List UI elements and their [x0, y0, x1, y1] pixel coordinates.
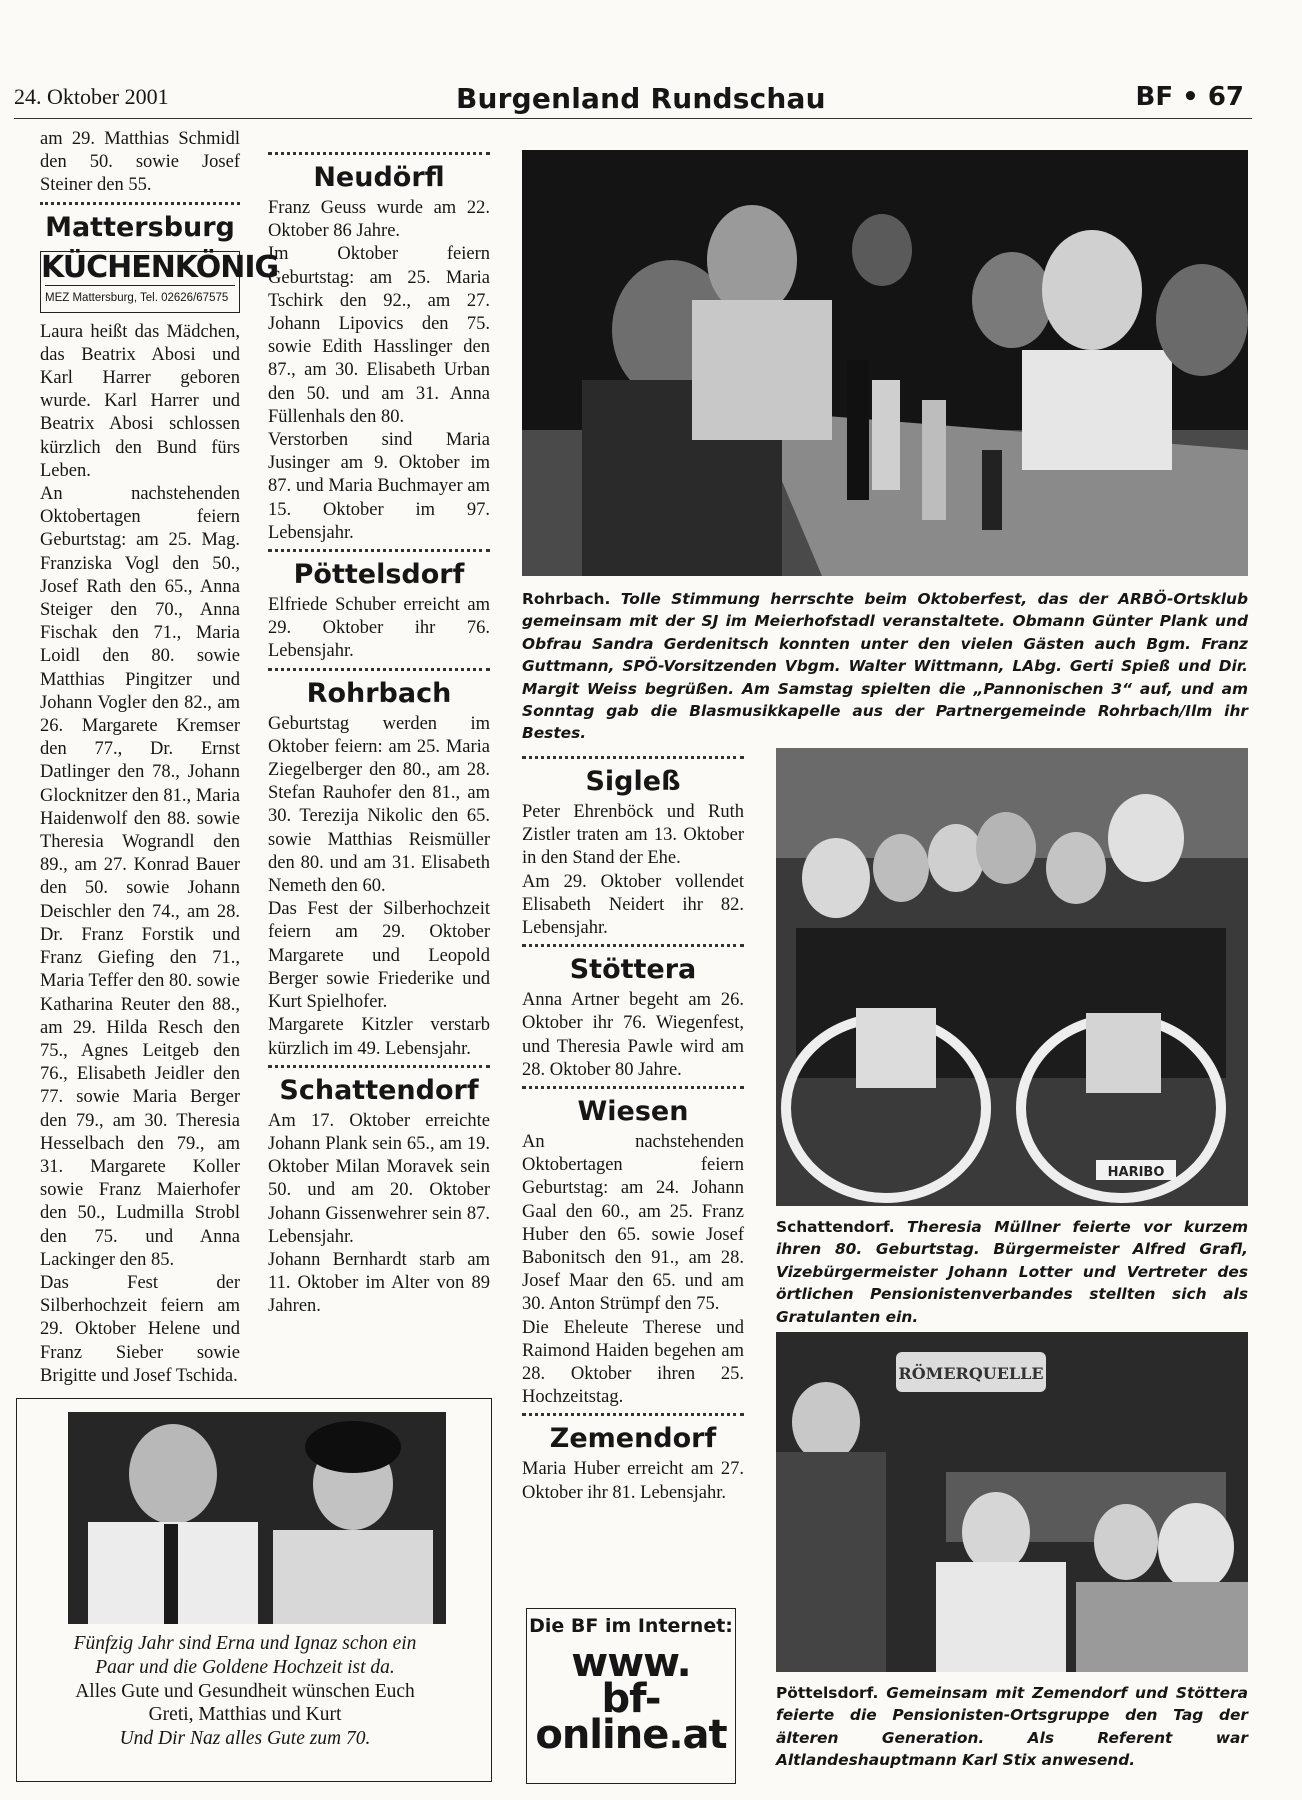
- rohrbach-text-1: Geburtstag werden im Oktober feiern: am 25. Maria Ziegelberger den 80., am 28. Stefan Rauhofer den 81., am 30. Terezija Nikolic den 65. sowie Matthias Reismüller den 80. und am 31. Elisabeth Nemeth den 60.: [268, 713, 490, 897]
- stoettera-text-1: Anna Artner begeht am 26. Oktober ihr 76. Wiegenfest, und Theresia Pawle wird am 28. Oktober 80 Jahre.: [522, 990, 744, 1080]
- column-1: [40, 128, 279, 1388]
- photo-poettelsdorf: [776, 1332, 1248, 1672]
- divider: [522, 1413, 744, 1416]
- mattersburg-text-1: Laura heißt das Mädchen, das Beatrix Abosi und Karl Harrer geboren wurde. Karl Harrer und Beatrix Abosi schlossen kürzlich den Bund fürs Leben.: [40, 321, 240, 481]
- website-url[interactable]: [527, 1640, 735, 1758]
- photo-schattendorf-image: [776, 748, 1248, 1206]
- photo-schattendorf-group: [776, 748, 1248, 1206]
- caption-poettelsdorf-lead: Pöttelsdorf.: [776, 1684, 879, 1702]
- heading-stoettera: Stöttera: [569, 954, 697, 986]
- caption-schattendorf-lead: Schattendorf.: [776, 1218, 895, 1236]
- greeting-line-1: Fünfzig Jahr sind Erna und Ignaz schon ein: [73, 1633, 417, 1654]
- wiesen-text-1: An nachstehenden Oktobertagen feiern Geburtstag: am 24. Johann Gaal den 60., am 25. Franz Huber den 65. sowie Josef Babonitsch den 91., am 28. Josef Maar den 65. und am 30. Anton Strümpf den 75.: [522, 1132, 744, 1315]
- divider: [268, 549, 490, 552]
- caption-rohrbach-body: Tolle Stimmung herrschte beim Oktoberfest, das der ARBÖ-Ortsklub gemeinsam mit der SJ im Meierhofstadl veranstaltete. Obmann Günter Plank und Obfrau Sandra Gerdenitsch konnten unter den vielen Gästen auch Bgm. Franz Guttmann, SPÖ-Vorsitzenden Vbgm. Walter Wittmann, LAbg. Gerti Spieß und Dir. Margit Weiss begrüßen. Am Samstag spielten die „Pannonischen 3“ auf, und am Sonntag gab die Blasmusikkapelle aus der Partnergemeinde Rohrbach/Ilm ihr Bestes.: [522, 590, 1249, 743]
- heading-mattersburg: Mattersburg: [45, 211, 235, 243]
- kuechenkoenig-ad: [40, 249, 279, 313]
- rohrbach-text-3: Margarete Kitzler verstarb kürzlich im 49. Lebensjahr.: [268, 1015, 490, 1059]
- section-title: Burgenland Rundschau: [456, 82, 826, 115]
- divider: [268, 668, 490, 671]
- photo-rohrbach-image: [522, 150, 1248, 576]
- website-url-line-2: bf-: [601, 1676, 661, 1722]
- divider: [268, 1065, 490, 1068]
- issue-date: 24. Oktober 2001: [14, 84, 169, 109]
- neudoerfl-text-3: Verstorben sind Maria Jusinger am 9. Oktober im 87. und Maria Buchmayer am 15. Oktober im 97. Lebensjahr.: [268, 430, 490, 543]
- caption-schattendorf: [776, 1216, 1248, 1328]
- poettelsdorf-text-1: Elfriede Schuber erreicht am 29. Oktober ihr 76. Lebensjahr.: [268, 595, 490, 662]
- ad-contact: MEZ Mattersburg, Tel. 02626/67575: [45, 285, 235, 310]
- anniversary-greeting: [40, 1632, 450, 1751]
- greeting-line-3: Alles Gute und Gesundheit wünschen Euch: [75, 1680, 415, 1702]
- divider: [268, 152, 490, 155]
- website-box: [526, 1608, 736, 1784]
- photo-poettelsdorf-image: [776, 1332, 1248, 1672]
- caption-rohrbach: [522, 588, 1248, 745]
- heading-wiesen: Wiesen: [577, 1096, 689, 1128]
- greeting-line-4: Greti, Matthias und Kurt: [148, 1704, 342, 1726]
- caption-rohrbach-lead: Rohrbach.: [522, 590, 611, 608]
- roemerquelle-sign: RÖMERQUELLE: [898, 1364, 1044, 1383]
- haribo-label: HARIBO: [1107, 1165, 1165, 1180]
- greeting-line-2: Paar und die Goldene Hochzeit ist da.: [95, 1656, 395, 1678]
- header-rule: [14, 118, 1252, 119]
- divider: [522, 1086, 744, 1089]
- greeting-line-5: Und Dir Naz alles Gute zum 70.: [119, 1728, 371, 1750]
- caption-poettelsdorf-body: Gemeinsam mit Zemendorf und Stöttera feierte die Pensionisten-Ortsgruppe den Tag der älteren Generation. Als Referent war Altlandeshauptmann Karl Stix anwesend.: [776, 1684, 1248, 1770]
- caption-poettelsdorf: [776, 1682, 1248, 1772]
- neudoerfl-text-1: Franz Geuss wurde am 22. Oktober 86 Jahre.: [268, 198, 490, 242]
- divider: [40, 202, 240, 205]
- ad-logo: KÜCHENKÖNIG: [41, 249, 279, 285]
- heading-schattendorf: Schattendorf: [279, 1074, 479, 1106]
- schattendorf-text-2: Johann Bernhardt starb am 11. Oktober im Alter von 89 Jahren.: [268, 1249, 490, 1317]
- heading-poettelsdorf: Pöttelsdorf: [293, 559, 465, 591]
- page-number: BF • 67: [1135, 82, 1244, 112]
- photo-erna-ignaz-image: [68, 1412, 446, 1624]
- website-url-line-3: online.at: [535, 1712, 727, 1758]
- wiesen-text-2: Die Eheleute Therese und Raimond Haiden begehen am 28. Oktober ihren 25. Hochzeitstag.: [522, 1317, 744, 1408]
- column-2: [268, 148, 490, 1319]
- zemendorf-text-1: Maria Huber erreicht am 27. Oktober ihr 81. Lebensjahr.: [522, 1459, 744, 1503]
- photo-rohrbach-oktoberfest: [522, 150, 1248, 576]
- mattersburg-text-3: Das Fest der Silberhochzeit feiern am 29. Oktober Helene und Franz Sieber sowie Brigitte und Josef Tschida.: [40, 1272, 240, 1386]
- caption-schattendorf-body: Theresia Müllner feierte vor kurzem ihren 80. Geburtstag. Bürgermeister Alfred Grafl, Vizebürgermeister Johann Lotter und Vertreter des örtlichen Pensionistenverbandes stellten sich als Gratulanten ein.: [776, 1218, 1248, 1326]
- website-url-line-1: www.: [571, 1640, 691, 1686]
- heading-zemendorf: Zemendorf: [549, 1423, 717, 1455]
- column-3: [522, 752, 744, 1505]
- divider: [522, 944, 744, 947]
- photo-erna-ignaz: [68, 1412, 446, 1624]
- heading-neudoerfl: Neudörfl: [313, 162, 445, 193]
- heading-sigless: Sigleß: [585, 766, 681, 797]
- sigless-text-1: Peter Ehrenböck und Ruth Zistler traten am 13. Oktober in den Stand der Ehe.: [522, 802, 744, 869]
- neudoerfl-text-2: Im Oktober feiern Geburtstag: am 25. Maria Tschirk den 92., am 27. Johann Lipovics den 75. sowie Edith Hasslinger den 87., am 30. Elisabeth Urban den 50. und am 31. Anna Füllenhals den 80.: [268, 244, 490, 427]
- mattersburg-text-2: An nachstehenden Oktobertagen feiern Geburtstag: am 25. Mag. Franziska Vogl den 50., Josef Rath den 65., Anna Steiger den 70., Anna Fischak den 71., Maria Loidl den 80. sowie Matthias Pingitzer und Johann Vogler den 82., am 26. Margarete Kremser den 77., Dr. Ernst Datlinger den 78., Johann Glocknitzer den 81., Maria Haidenwolf den 88. sowie Theresia Wograndl den 89., am 27. Konrad Bauer den 50. sowie Johann Deischler den 74., am 28. Dr. Franz Forstik und Franz Giefing den 71., Maria Teffer den 80. sowie Katharina Reuter den 88., am 29. Hilda Resch den 75., Agnes Leitgeb den 76., Elisabeth Jeidler den 77. sowie Maria Berger den 79., am 30. Theresia Hesselbach den 79., am 31. Margarete Koller sowie Franz Maierhofer den 50., Ludmilla Strobl den 75. und Anna Lackinger den 85.: [40, 484, 240, 1270]
- heading-rohrbach: Rohrbach: [306, 677, 452, 709]
- col1-intro: am 29. Matthias Schmidl den 50. sowie Josef Steiner den 55.: [40, 129, 240, 196]
- sigless-text-2: Am 29. Oktober vollendet Elisabeth Neidert ihr 82. Lebensjahr.: [522, 871, 744, 939]
- divider: [522, 756, 744, 759]
- website-title: Die BF im Internet:: [529, 1615, 733, 1637]
- rohrbach-text-2: Das Fest der Silberhochzeit feiern am 29. Oktober Margarete und Leopold Berger sowie Friederike und Kurt Spielhofer.: [268, 899, 490, 1013]
- schattendorf-text-1: Am 17. Oktober erreichte Johann Plank sein 65., am 19. Oktober Milan Moravek sein 50. und am 20. Oktober Johann Gissenwehrer sein 87. Lebensjahr.: [268, 1110, 490, 1247]
